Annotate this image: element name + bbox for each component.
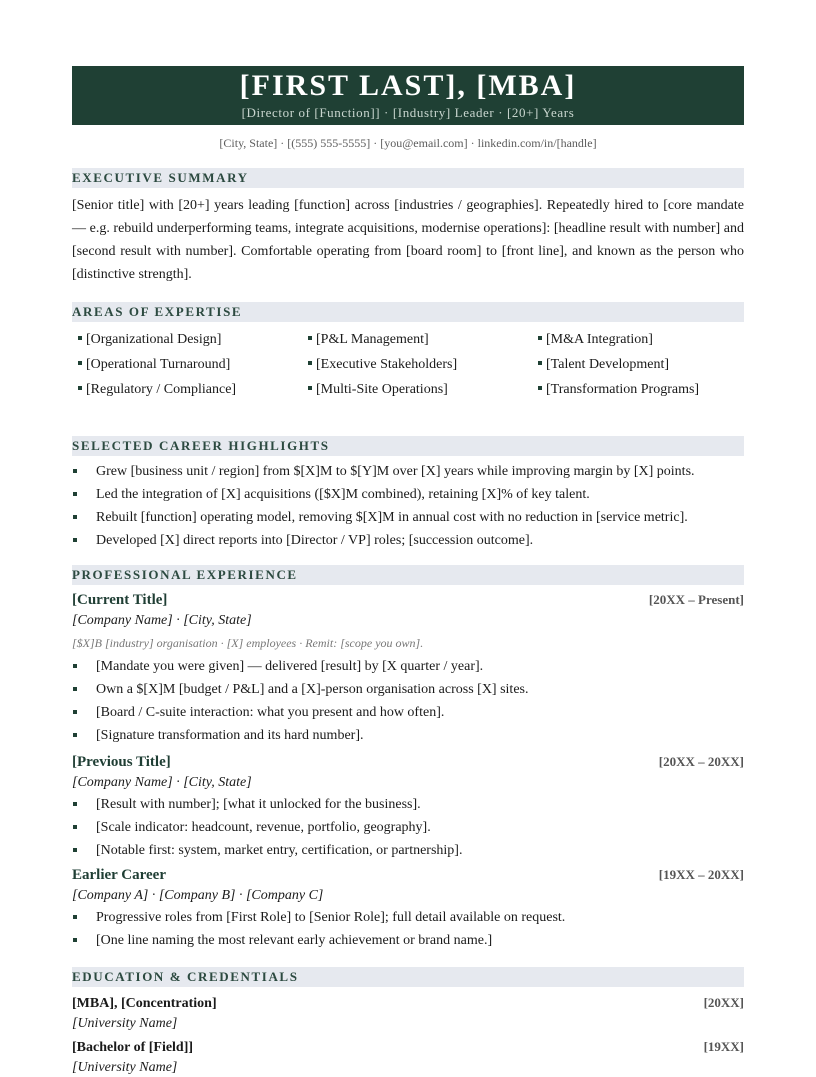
bullet-square-icon <box>73 538 77 542</box>
job-dates: [20XX – Present] <box>648 592 744 607</box>
list-item: Own a $[X]M [budget / P&L] and a [X]-person organisation across [X] sites. <box>72 678 744 701</box>
expertise-item: [Organizational Design] <box>78 327 308 352</box>
job-bullets <box>72 793 744 862</box>
list-item: [Board / C-suite interaction: what you present and how often]. <box>72 701 744 724</box>
expertise-item: [P&L Management] <box>308 327 538 352</box>
candidate-name: [FIRST LAST], [MBA] <box>239 69 577 102</box>
list-item: [Notable first: system, market entry, certification, or partnership]. <box>72 839 744 862</box>
summary-paragraph: [Senior title] with [20+] years leading [function] across [industries / geographies]. Repeatedly hired to [core mandate — e.g. rebuild underperforming teams, integrate acquisitions, modernise operations]: [headline result with number] and [second result with number]. Comfortable operating from [board room] to [front line], and known as the person who [distinctive strength]. <box>72 198 744 282</box>
bullet-square-icon <box>308 336 312 340</box>
job-title: [Current Title] <box>72 592 168 608</box>
degree-year: [19XX] <box>703 1039 744 1054</box>
highlights-list <box>72 460 744 552</box>
expertise-item: [M&A Integration] <box>538 327 750 352</box>
job-entry <box>72 751 744 862</box>
bullet-square-icon <box>73 848 77 852</box>
school-name: [University Name] <box>72 1016 178 1031</box>
bullet-square-icon <box>73 492 77 496</box>
list-item: [Mandate you were given] — delivered [result] by [X quarter / year]. <box>72 655 744 678</box>
degree-year: [20XX] <box>703 995 744 1010</box>
bullet-square-icon <box>308 361 312 365</box>
resume-page <box>72 66 744 1077</box>
bullet-square-icon <box>73 915 77 919</box>
list-item: Developed [X] direct reports into [Director / VP] roles; [succession outcome]. <box>72 529 744 552</box>
list-item: Led the integration of [X] acquisitions ([$X]M combined), retaining [X]% of key talent. <box>72 483 744 506</box>
list-item: [One line naming the most relevant early achievement or brand name.] <box>72 929 744 952</box>
bullet-square-icon <box>73 802 77 806</box>
bullet-square-icon <box>538 336 542 340</box>
bullet-square-icon <box>308 386 312 390</box>
bullet-square-icon <box>73 515 77 519</box>
bullet-square-icon <box>73 664 77 668</box>
job-dates: [19XX – 20XX] <box>658 867 744 882</box>
section-heading-education: EDUCATION & CREDENTIALS <box>72 967 744 987</box>
bullet-square-icon <box>73 710 77 714</box>
bullet-square-icon <box>73 825 77 829</box>
job-entry <box>72 864 744 952</box>
expertise-item: [Regulatory / Compliance] <box>78 377 308 402</box>
section-heading-experience: PROFESSIONAL EXPERIENCE <box>72 565 744 585</box>
section-heading-highlights: SELECTED CAREER HIGHLIGHTS <box>72 436 744 456</box>
headline-tagline: [Director of [Function]] · [Industry] Leader · [20+] Years <box>241 105 575 120</box>
section-heading-summary: EXECUTIVE SUMMARY <box>72 168 744 188</box>
company-line: [Company Name] · [City, State] <box>72 613 252 628</box>
list-item: [Signature transformation and its hard number]. <box>72 724 744 747</box>
company-line: [Company Name] · [City, State] <box>72 775 252 790</box>
company-line: [Company A] · [Company B] · [Company C] <box>72 888 324 903</box>
bullet-square-icon <box>78 361 82 365</box>
education-entry <box>72 1037 744 1077</box>
education-entry <box>72 993 744 1033</box>
bullet-square-icon <box>538 386 542 390</box>
list-item: Grew [business unit / region] from $[X]M to $[Y]M over [X] years while improving margin by [X] points. <box>72 460 744 483</box>
bullet-square-icon <box>73 687 77 691</box>
bullet-square-icon <box>73 938 77 942</box>
expertise-item: [Executive Stakeholders] <box>308 352 538 377</box>
header-banner <box>72 66 744 125</box>
list-item: Rebuilt [function] operating model, removing $[X]M in annual cost with no reduction in [service metric]. <box>72 506 744 529</box>
bullet-square-icon <box>73 733 77 737</box>
job-dates: [20XX – 20XX] <box>658 754 744 769</box>
expertise-item: [Talent Development] <box>538 352 750 377</box>
degree: [MBA], [Concentration] <box>72 996 217 1011</box>
bullet-square-icon <box>78 386 82 390</box>
degree: [Bachelor of [Field]] <box>72 1040 194 1055</box>
expertise-item: [Transformation Programs] <box>538 377 750 402</box>
list-item: [Scale indicator: headcount, revenue, portfolio, geography]. <box>72 816 744 839</box>
expertise-item: [Multi-Site Operations] <box>308 377 538 402</box>
expertise-grid <box>78 327 744 402</box>
expertise-item: [Operational Turnaround] <box>78 352 308 377</box>
school-name: [University Name] <box>72 1060 178 1075</box>
job-bullets <box>72 906 744 952</box>
list-item: Progressive roles from [First Role] to [Senior Role]; full detail available on request. <box>72 906 744 929</box>
list-item: [Result with number]; [what it unlocked for the business]. <box>72 793 744 816</box>
job-title: [Previous Title] <box>72 754 171 770</box>
bullet-square-icon <box>78 336 82 340</box>
job-context: [$X]B [industry] organisation · [X] employees · Remit: [scope you own]. <box>72 636 424 650</box>
section-heading-expertise: AREAS OF EXPERTISE <box>72 302 744 322</box>
contact-line: [City, State] · [(555) 555-5555] · [you@email.com] · linkedin.com/in/[handle] <box>219 136 597 150</box>
bullet-square-icon <box>73 469 77 473</box>
job-entry <box>72 589 744 747</box>
job-title: Earlier Career <box>72 867 166 883</box>
job-bullets <box>72 655 744 747</box>
bullet-square-icon <box>538 361 542 365</box>
